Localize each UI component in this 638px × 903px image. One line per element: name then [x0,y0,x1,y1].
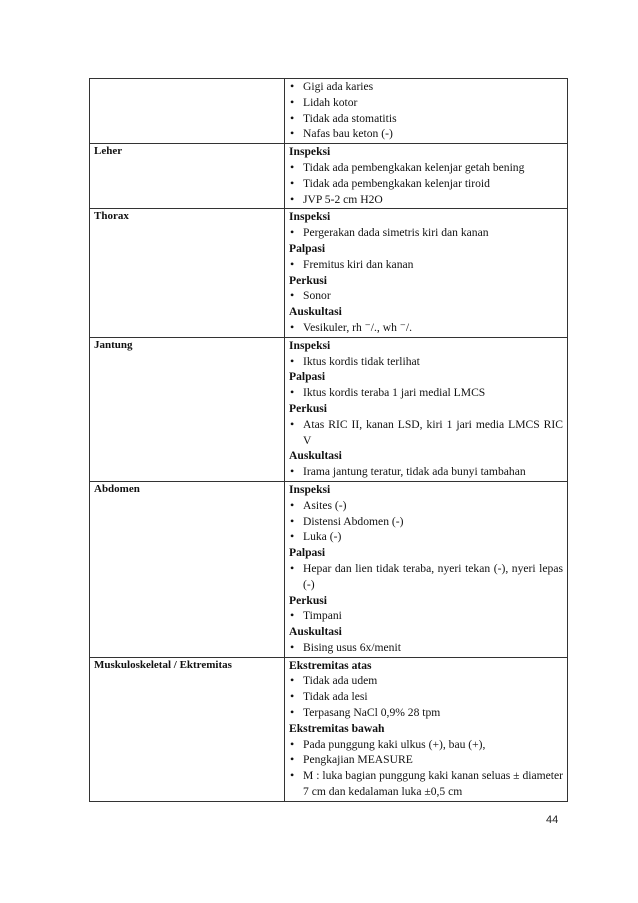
findings-section [289,658,563,721]
list-item: • Hepar dan lien tidak teraba, nyeri tekan (-), nyeri lepas (-) [289,561,563,593]
list-item: • Vesikuler, rh ⁻/., wh ⁻/. [289,320,563,336]
section-heading: Auskultasi [289,305,342,319]
list-item: • Lidah kotor [289,95,563,111]
list-item: • Irama jantung teratur, tidak ada bunyi tambahan [289,464,563,480]
findings-section [289,545,563,592]
findings-list [289,498,563,545]
section-heading: Auskultasi [289,449,342,463]
findings-list [289,257,563,273]
page-number: 44 [546,814,559,826]
section-heading: Perkusi [289,401,328,415]
row-findings [285,337,568,481]
list-item: • Timpani [289,608,563,624]
section-heading: Palpasi [289,546,326,560]
list-item: • Tidak ada pembengkakan kelenjar getah bening [289,160,563,176]
findings-list [289,79,563,142]
row-findings [285,79,568,144]
list-item: • Luka (-) [289,529,563,545]
row-findings [285,144,568,209]
findings-list [289,225,563,241]
findings-section [289,241,563,273]
section-heading: Inspeksi [289,482,331,496]
findings-section [289,593,563,625]
row-label: Jantung [90,337,285,481]
findings-list [289,288,563,304]
list-item: • Terpasang NaCl 0,9% 28 tpm [289,705,563,721]
findings-list [289,354,563,370]
section-heading: Perkusi [289,593,328,607]
list-item: • Nafas bau keton (-) [289,126,563,142]
row-label: Leher [90,144,285,209]
findings-section [289,369,563,401]
findings-list [289,320,563,336]
list-item: • Pengkajian MEASURE [289,752,563,768]
table-row [90,209,568,337]
list-item: • Pergerakan dada simetris kiri dan kanan [289,225,563,241]
table-row [90,481,568,657]
section-heading: Auskultasi [289,625,342,639]
section-heading: Inspeksi [289,338,331,352]
findings-list [289,464,563,480]
findings-section [289,721,563,800]
section-heading: Ekstremitas bawah [289,721,385,735]
findings-list [289,417,563,449]
row-label: Thorax [90,209,285,337]
list-item: • JVP 5-2 cm H2O [289,192,563,208]
findings-section [289,338,563,370]
list-item: • Asites (-) [289,498,563,514]
section-heading: Palpasi [289,370,326,384]
list-item: • Tidak ada udem [289,673,563,689]
list-item: • M : luka bagian punggung kaki kanan seluas ± diameter 7 cm dan kedalaman luka ±0,5 cm [289,768,563,800]
list-item: • Tidak ada lesi [289,689,563,705]
list-item: • Tidak ada stomatitis [289,111,563,127]
findings-list [289,673,563,720]
table-row [90,337,568,481]
findings-list [289,561,563,593]
findings-section [289,448,563,480]
section-heading: Inspeksi [289,145,331,159]
section-heading: Ekstremitas atas [289,658,372,672]
findings-section [289,304,563,336]
list-item: • Sonor [289,288,563,304]
findings-list [289,160,563,207]
section-heading: Inspeksi [289,210,331,224]
findings-section [289,482,563,545]
findings-section [289,144,563,207]
list-item: • Iktus kordis teraba 1 jari medial LMCS [289,385,563,401]
findings-section [289,209,563,241]
row-label [90,79,285,144]
findings-list [289,608,563,624]
findings-section [289,401,563,448]
findings-list [289,737,563,800]
row-findings [285,481,568,657]
list-item: • Fremitus kiri dan kanan [289,257,563,273]
findings-section [289,624,563,656]
list-item: • Bising usus 6x/menit [289,640,563,656]
row-findings [285,209,568,337]
list-item: • Pada punggung kaki ulkus (+), bau (+), [289,737,563,753]
list-item: • Iktus kordis tidak terlihat [289,354,563,370]
exam-table-body [90,79,568,802]
list-item: • Distensi Abdomen (-) [289,514,563,530]
findings-list [289,640,563,656]
row-label: Abdomen [90,481,285,657]
list-item: • Atas RIC II, kanan LSD, kiri 1 jari media LMCS RIC V [289,417,563,449]
section-heading: Palpasi [289,241,326,255]
row-label: Muskuloskeletal / Ektremitas [90,657,285,801]
table-row [90,657,568,801]
table-row [90,144,568,209]
findings-list [289,385,563,401]
section-heading: Perkusi [289,273,328,287]
list-item: • Tidak ada pembengkakan kelenjar tiroid [289,176,563,192]
row-findings [285,657,568,801]
findings-section [289,79,563,142]
table-row [90,79,568,144]
physical-exam-table [89,78,568,802]
list-item: • Gigi ada karies [289,79,563,95]
findings-section [289,273,563,305]
